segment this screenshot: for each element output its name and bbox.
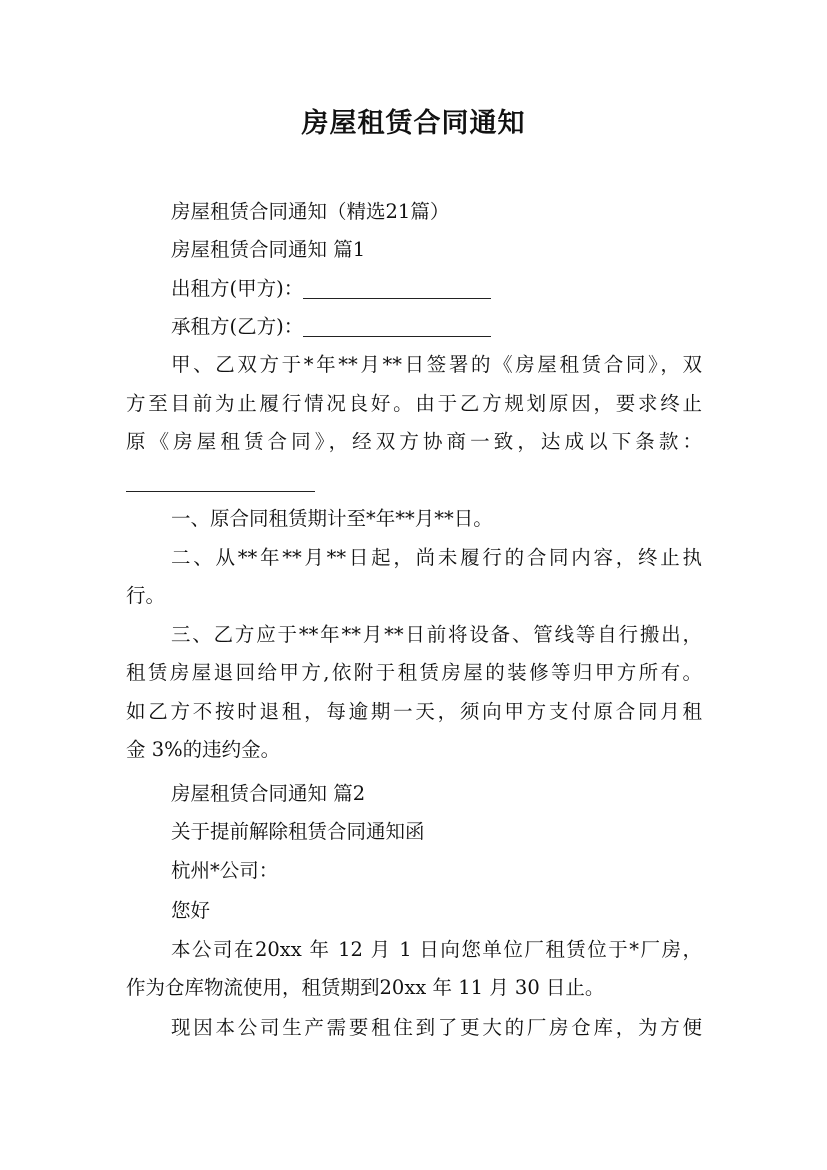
- clause-line: 行。: [126, 584, 166, 607]
- paragraph-line: 原《房屋租赁合同》，经双方协商一致，达成以下条款：: [126, 430, 702, 453]
- clause-line: 租赁房屋退回给甲方,依附于租赁房屋的装修等归甲方所有。: [126, 661, 702, 684]
- paragraph-line: 作为仓库物流使用，租赁期到20xx 年 11 月 30 日止。: [126, 976, 605, 999]
- paragraph-line: 甲、乙双方于*年**月**日签署的《房屋租赁合同》，双: [171, 353, 702, 376]
- letter-recipient: 杭州*公司：: [171, 859, 279, 882]
- section-heading: 房屋租赁合同通知 篇2: [171, 782, 366, 805]
- paragraph-line: 方至目前为止履行情况良好。由于乙方规划原因，要求终止: [126, 392, 702, 415]
- document-title: 房屋租赁合同通知: [301, 108, 526, 139]
- letter-title: 关于提前解除租赁合同通知函: [171, 820, 425, 843]
- clause-line: 一、原合同租赁期计至*年**月**日。: [171, 507, 493, 530]
- letter-greeting: 您好: [171, 899, 211, 922]
- lessor-label: 出租方(甲方)：: [171, 277, 304, 300]
- lessee-field: [171, 312, 491, 342]
- blank-rule: [126, 491, 315, 492]
- paragraph-line: 现因本公司生产需要租住到了更大的厂房仓库，为方便: [171, 1016, 702, 1039]
- lessee-blank-line: [303, 316, 491, 337]
- clause-line: 如乙方不按时退租，每逾期一天，须向甲方支付原合同月租: [126, 700, 702, 723]
- paragraph-line: 本公司在20xx 年 12 月 1 日向您单位厂租赁位于*厂房，: [171, 938, 702, 961]
- lessee-label: 承租方(乙方)：: [171, 315, 304, 338]
- lessor-field: [171, 274, 491, 304]
- clause-line: 三、乙方应于**年**月**日前将设备、管线等自行搬出，: [171, 623, 702, 646]
- section-heading: 房屋租赁合同通知 篇1: [171, 238, 366, 261]
- clause-line: 金 3%的违约金。: [126, 738, 281, 761]
- document-subtitle: 房屋租赁合同通知（精选21篇）: [171, 200, 450, 223]
- lessor-blank-line: [303, 278, 491, 299]
- clause-line: 二、从**年**月**日起，尚未履行的合同内容，终止执: [171, 546, 702, 569]
